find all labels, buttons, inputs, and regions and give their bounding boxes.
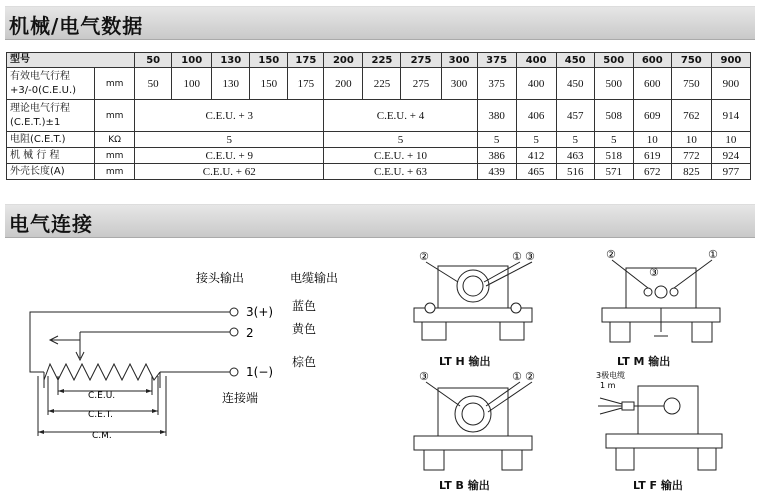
- table-row-mechanical: [7, 148, 751, 164]
- table-cell: 772: [671, 148, 711, 164]
- model-header-cell: 750: [671, 53, 711, 68]
- dim-cet: C.E.T.: [88, 410, 113, 420]
- table-cell: 175: [288, 68, 324, 100]
- table-cell: 5: [477, 132, 516, 148]
- table-cell: 516: [556, 164, 594, 180]
- label-pin2: 2: [246, 326, 254, 340]
- table-cell: 130: [212, 68, 250, 100]
- marker-3: ③: [525, 250, 535, 263]
- label-terminal: 连接端: [222, 391, 259, 405]
- model-header-cell: 400: [516, 53, 556, 68]
- model-header-cell: 175: [288, 53, 324, 68]
- cable-note: 3极电缆: [596, 371, 626, 380]
- table-cell: 10: [711, 132, 750, 148]
- table-cell: 50: [135, 68, 172, 100]
- caption-ltm: LT M 输出: [617, 355, 671, 368]
- table-cell: 465: [516, 164, 556, 180]
- table-row-housing: [7, 164, 751, 180]
- label-cable-output: 电缆输出: [290, 271, 339, 285]
- table-cell: 10: [633, 132, 671, 148]
- model-header-cell: 225: [363, 53, 401, 68]
- model-header-cell: 275: [401, 53, 441, 68]
- model-header-cell: 900: [711, 53, 750, 68]
- model-header-cell: 600: [633, 53, 671, 68]
- row-unit: mm: [95, 68, 135, 100]
- table-cell: 500: [594, 68, 633, 100]
- table-cell: 5: [516, 132, 556, 148]
- section-title: 机械/电气数据: [9, 14, 144, 38]
- table-header-row: [7, 53, 751, 68]
- table-row-resistance: [7, 132, 751, 148]
- row-label: 机 械 行 程: [7, 148, 95, 164]
- row-unit: KΩ: [95, 132, 135, 148]
- table-cell: 619: [633, 148, 671, 164]
- section-header-electrical: [5, 204, 755, 238]
- lth-output-drawing: [408, 246, 538, 354]
- table-cell: 450: [556, 68, 594, 100]
- table-cell: 150: [250, 68, 288, 100]
- spec-table: [6, 52, 751, 180]
- marker-1: ①: [708, 248, 718, 261]
- span-cell: 5: [135, 132, 324, 148]
- table-cell: 406: [516, 100, 556, 132]
- table-cell: 609: [633, 100, 671, 132]
- row-label: 外壳长度(A): [7, 164, 95, 180]
- model-header-cell: 500: [594, 53, 633, 68]
- row-unit: mm: [95, 164, 135, 180]
- table-cell: 400: [516, 68, 556, 100]
- header-label: 型号: [7, 53, 135, 68]
- marker-2: ②: [525, 370, 535, 383]
- row-label: 理论电气行程 (C.E.T.)±1: [7, 100, 95, 132]
- span-cell: C.E.U. + 3: [135, 100, 324, 132]
- table-cell: 5: [594, 132, 633, 148]
- row-label: 电阻(C.E.T.): [7, 132, 95, 148]
- table-cell: 386: [477, 148, 516, 164]
- table-cell: 375: [477, 68, 516, 100]
- caption-ltf: LT F 输出: [633, 479, 683, 492]
- section-title: 电气连接: [9, 212, 93, 236]
- table-cell: 518: [594, 148, 633, 164]
- caption-lth: LT H 输出: [439, 355, 491, 368]
- ltm-output-drawing: [596, 246, 726, 354]
- table-cell: 900: [711, 68, 750, 100]
- table-cell: 600: [633, 68, 671, 100]
- table-cell: 5: [556, 132, 594, 148]
- ltf-output-drawing: [592, 368, 726, 478]
- section-header-mech-elec: [5, 6, 755, 40]
- table-cell: 571: [594, 164, 633, 180]
- table-cell: 275: [401, 68, 441, 100]
- table-cell: 672: [633, 164, 671, 180]
- table-cell: 225: [363, 68, 401, 100]
- dim-cm: C.M.: [92, 431, 112, 441]
- span-cell: C.E.U. + 4: [324, 100, 477, 132]
- table-cell: 300: [441, 68, 477, 100]
- span-cell: C.E.U. + 63: [324, 164, 477, 180]
- marker-3: ③: [649, 266, 659, 279]
- table-cell: 463: [556, 148, 594, 164]
- label-blue: 蓝色: [292, 299, 317, 313]
- table-cell: 750: [671, 68, 711, 100]
- model-header-cell: 375: [477, 53, 516, 68]
- table-cell: 100: [172, 68, 212, 100]
- model-header-cell: 300: [441, 53, 477, 68]
- table-cell: 914: [711, 100, 750, 132]
- table-cell: 439: [477, 164, 516, 180]
- ltb-output-drawing: [408, 368, 538, 478]
- label-pin1: 1(−): [246, 365, 274, 379]
- marker-1: ①: [512, 250, 522, 263]
- span-cell: C.E.U. + 62: [135, 164, 324, 180]
- span-cell: 5: [324, 132, 477, 148]
- table-row-theoretical: [7, 100, 751, 132]
- table-cell: 10: [671, 132, 711, 148]
- span-cell: C.E.U. + 10: [324, 148, 477, 164]
- model-header-cell: 200: [324, 53, 363, 68]
- model-header-cell: 150: [250, 53, 288, 68]
- caption-ltb: LT B 输出: [439, 479, 490, 492]
- marker-3: ③: [419, 370, 429, 383]
- table-row-effective: [7, 68, 751, 100]
- label-yellow: 黄色: [292, 322, 317, 336]
- span-cell: C.E.U. + 9: [135, 148, 324, 164]
- table-cell: 924: [711, 148, 750, 164]
- model-header-cell: 450: [556, 53, 594, 68]
- model-header-cell: 50: [135, 53, 172, 68]
- model-header-cell: 130: [212, 53, 250, 68]
- cable-length: 1 m: [600, 381, 616, 390]
- row-unit: mm: [95, 100, 135, 132]
- table-cell: 762: [671, 100, 711, 132]
- label-brown: 棕色: [292, 355, 317, 369]
- marker-2: ②: [606, 248, 616, 261]
- table-cell: 825: [671, 164, 711, 180]
- label-pin3: 3(+): [246, 305, 274, 319]
- model-header-cell: 100: [172, 53, 212, 68]
- table-cell: 380: [477, 100, 516, 132]
- table-cell: 412: [516, 148, 556, 164]
- wiring-diagram: [0, 240, 380, 494]
- table-cell: 200: [324, 68, 363, 100]
- table-cell: 508: [594, 100, 633, 132]
- dim-ceu: C.E.U.: [88, 391, 116, 401]
- row-unit: mm: [95, 148, 135, 164]
- marker-1: ①: [512, 370, 522, 383]
- label-connector-output: 接头输出: [196, 271, 245, 285]
- table-cell: 977: [711, 164, 750, 180]
- row-label: 有效电气行程 +3/-0(C.E.U.): [7, 68, 95, 100]
- marker-2: ②: [419, 250, 429, 263]
- table-cell: 457: [556, 100, 594, 132]
